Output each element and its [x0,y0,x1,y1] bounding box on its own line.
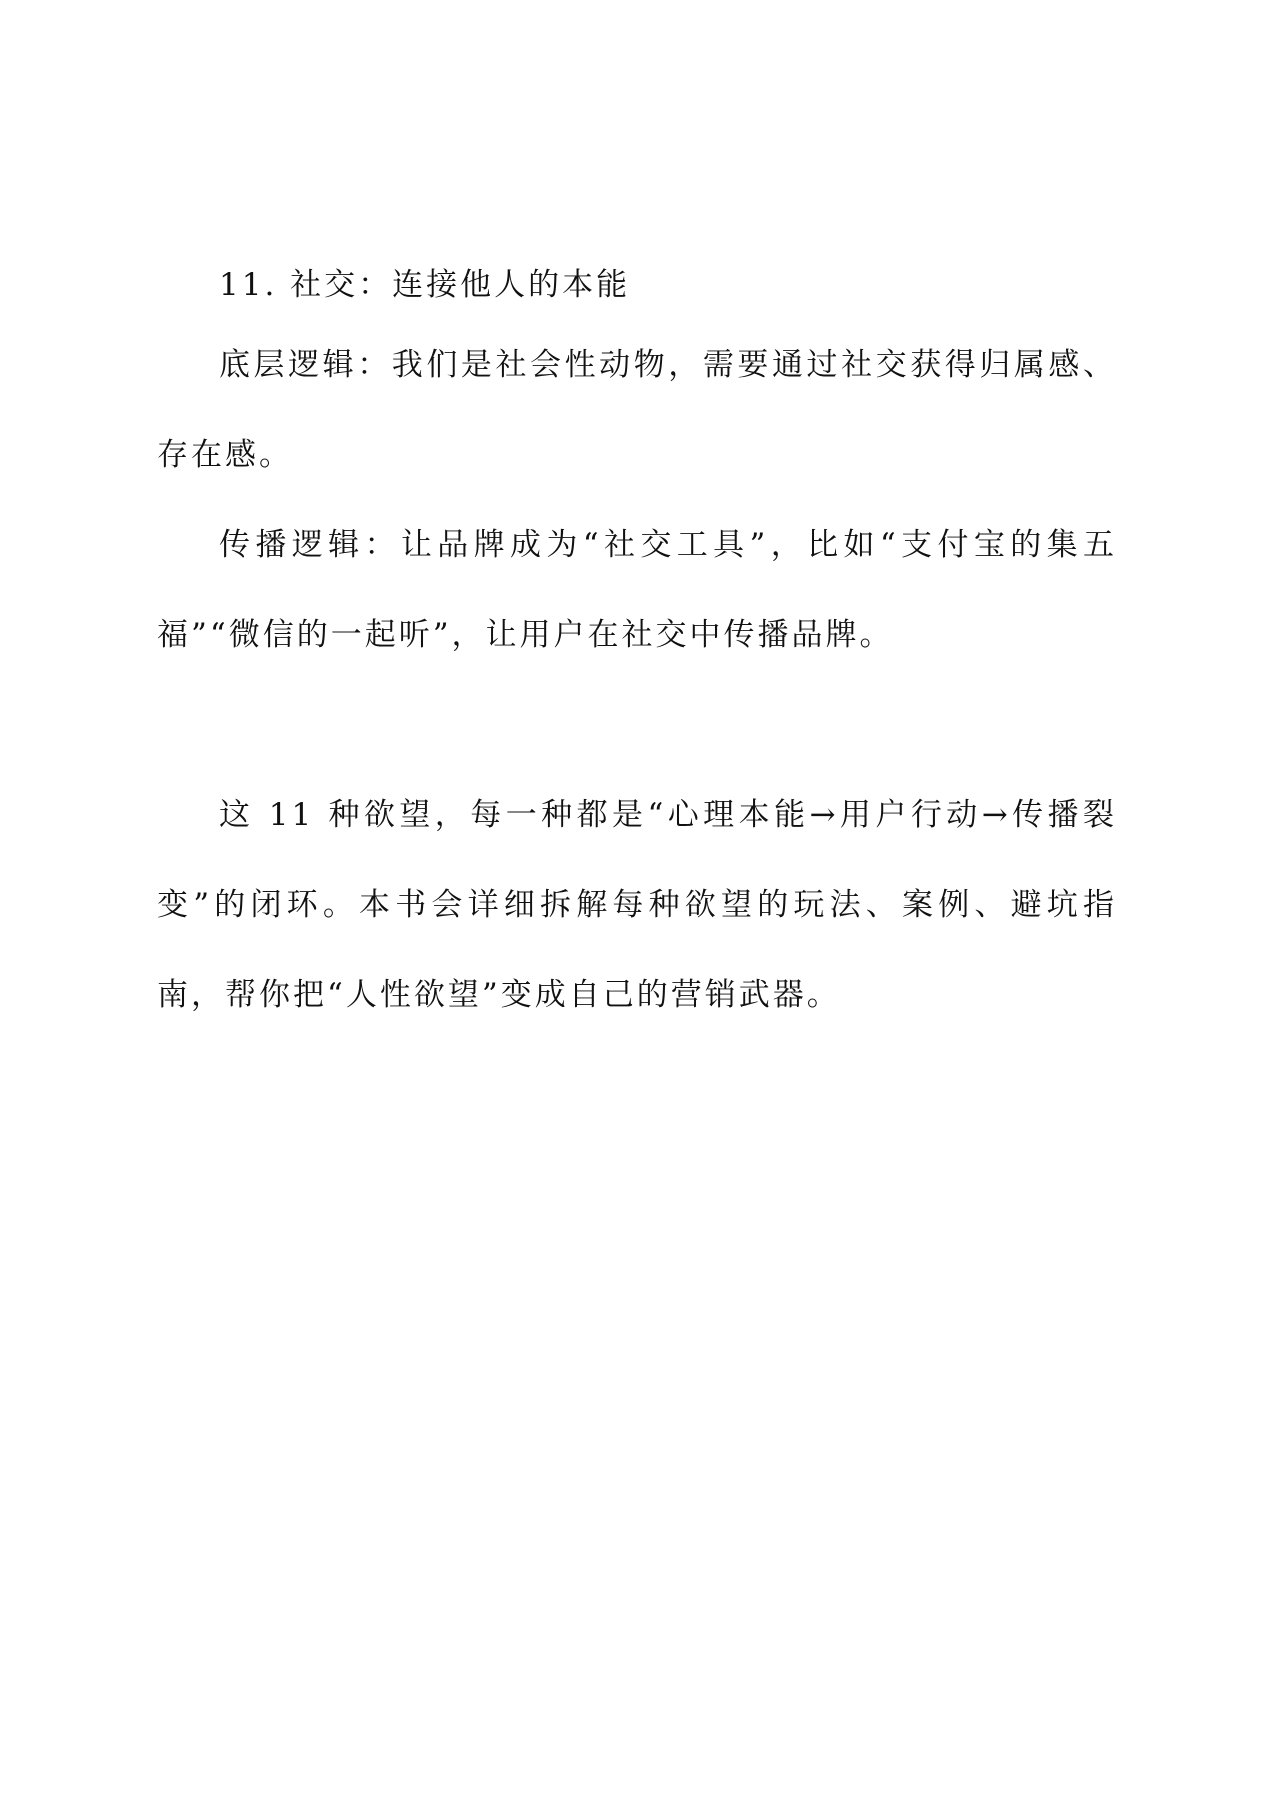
paragraph-gap [157,680,1117,770]
paragraph-summary: 这 11 种欲望，每一种都是“心理本能→用户行动→传播裂变”的闭环。本书会详细拆解每种欲望的玩法、案例、避坑指南，帮你把“人性欲望”变成自己的营销武器。 [157,797,1117,1013]
document-body [157,250,1117,1040]
paragraph-spread-logic: 传播逻辑：让品牌成为“社交工具”，比如“支付宝的集五福”“微信的一起听”，让用户在社交中传播品牌。 [157,527,1117,653]
paragraph-underlying-logic: 底层逻辑：我们是社会性动物，需要通过社交获得归属感、存在感。 [157,347,1117,473]
section-heading: 11. 社交：连接他人的本能 [219,267,631,303]
